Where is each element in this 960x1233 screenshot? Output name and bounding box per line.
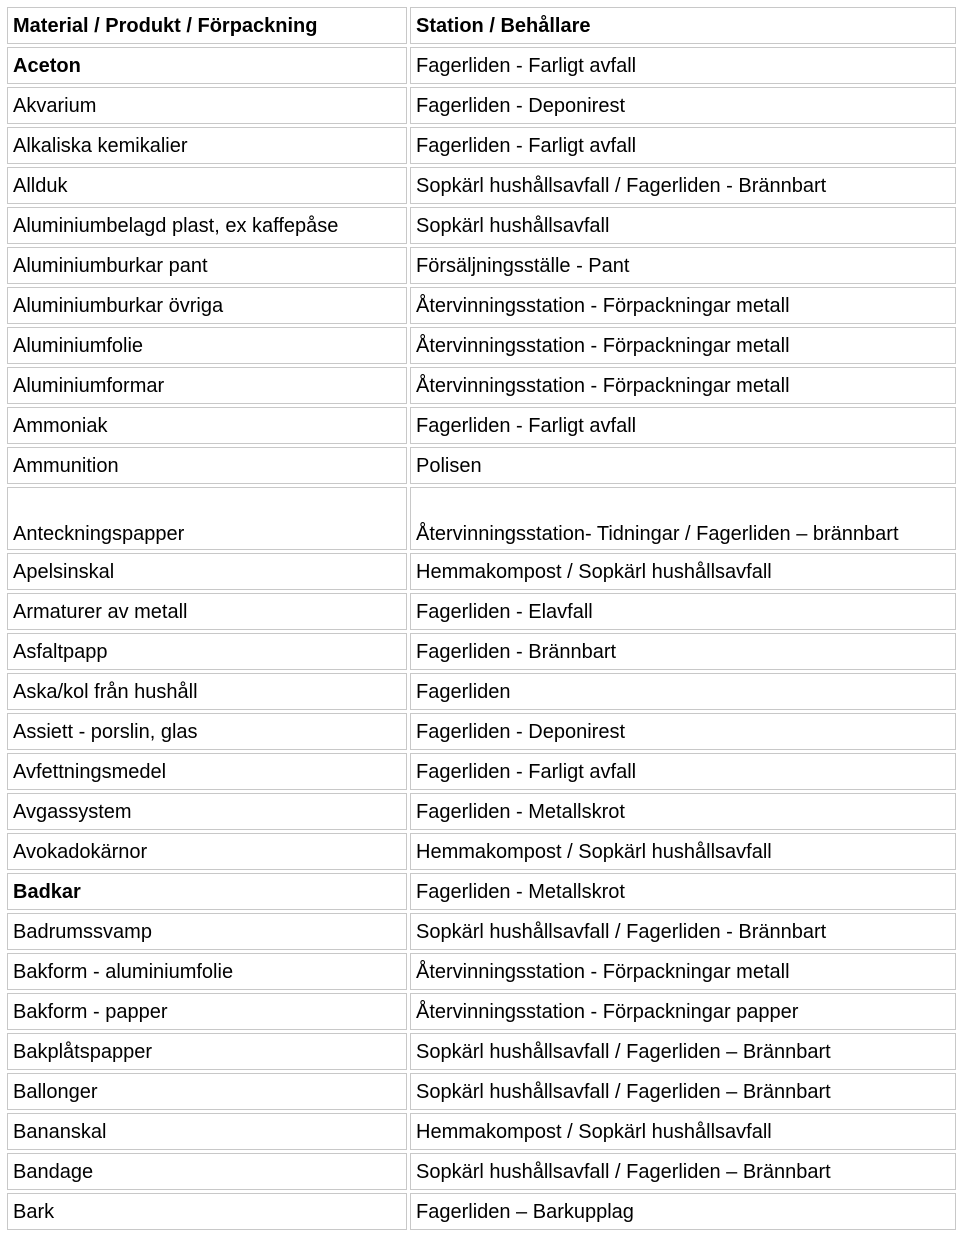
- table-row: [7, 953, 956, 990]
- table-row: [7, 633, 956, 670]
- table-row: [7, 993, 956, 1030]
- material-cell: Akvarium: [7, 87, 407, 124]
- table-row: [7, 1153, 956, 1190]
- material-cell: Armaturer av metall: [7, 593, 407, 630]
- station-cell: Återvinningsstation - Förpackningar metall: [410, 287, 956, 324]
- material-cell: Badkar: [7, 873, 407, 910]
- station-cell: Sopkärl hushållsavfall: [410, 207, 956, 244]
- station-cell: Fagerliden - Metallskrot: [410, 873, 956, 910]
- material-cell: Aluminiumbelagd plast, ex kaffepåse: [7, 207, 407, 244]
- table-row: [7, 873, 956, 910]
- material-cell: Ballonger: [7, 1073, 407, 1110]
- table-row: [7, 793, 956, 830]
- table-row: [7, 1113, 956, 1150]
- station-cell: Sopkärl hushållsavfall / Fagerliden – Brännbart: [410, 1153, 956, 1190]
- material-cell: Ammoniak: [7, 407, 407, 444]
- material-cell: Alkaliska kemikalier: [7, 127, 407, 164]
- table-row: [7, 247, 956, 284]
- table-row: [7, 1193, 956, 1230]
- table-row: [7, 167, 956, 204]
- material-cell: Bakplåtspapper: [7, 1033, 407, 1070]
- table-row: [7, 367, 956, 404]
- material-cell: Bakform - aluminiumfolie: [7, 953, 407, 990]
- station-cell: Fagerliden - Brännbart: [410, 633, 956, 670]
- table-row: [7, 673, 956, 710]
- station-cell: Fagerliden - Farligt avfall: [410, 407, 956, 444]
- material-cell: Bandage: [7, 1153, 407, 1190]
- table-body: [7, 7, 956, 1230]
- station-cell: Hemmakompost / Sopkärl hushållsavfall: [410, 1113, 956, 1150]
- station-column-header: Station / Behållare: [410, 7, 956, 44]
- table-row: [7, 327, 956, 364]
- station-cell: Återvinningsstation - Förpackningar metall: [410, 327, 956, 364]
- station-cell: Fagerliden – Barkupplag: [410, 1193, 956, 1230]
- material-cell: Aska/kol från hushåll: [7, 673, 407, 710]
- material-cell: Aluminiumburkar pant: [7, 247, 407, 284]
- material-cell: Apelsinskal: [7, 553, 407, 590]
- station-cell: Hemmakompost / Sopkärl hushållsavfall: [410, 833, 956, 870]
- table-row: [7, 487, 956, 550]
- material-cell: Badrumssvamp: [7, 913, 407, 950]
- table-row: [7, 713, 956, 750]
- material-cell: Bakform - papper: [7, 993, 407, 1030]
- material-cell: Aluminiumformar: [7, 367, 407, 404]
- table-row: [7, 833, 956, 870]
- station-cell: Återvinningsstation - Förpackningar metall: [410, 367, 956, 404]
- material-cell: Aluminiumfolie: [7, 327, 407, 364]
- station-cell: Fagerliden - Farligt avfall: [410, 47, 956, 84]
- material-cell: Avokadokärnor: [7, 833, 407, 870]
- table-row: [7, 553, 956, 590]
- station-cell: Försäljningsställe - Pant: [410, 247, 956, 284]
- table-row: [7, 207, 956, 244]
- station-cell: Återvinningsstation - Förpackningar papper: [410, 993, 956, 1030]
- table-row: [7, 753, 956, 790]
- station-cell: Fagerliden - Farligt avfall: [410, 753, 956, 790]
- station-cell: Fagerliden: [410, 673, 956, 710]
- material-column-header: Material / Produkt / Förpackning: [7, 7, 407, 44]
- station-cell: Polisen: [410, 447, 956, 484]
- material-cell: Bananskal: [7, 1113, 407, 1150]
- station-cell: Hemmakompost / Sopkärl hushållsavfall: [410, 553, 956, 590]
- station-cell: Återvinningsstation- Tidningar / Fagerliden – brännbart: [410, 487, 956, 550]
- table-row: [7, 287, 956, 324]
- table-row: [7, 47, 956, 84]
- material-cell: Assiett - porslin, glas: [7, 713, 407, 750]
- station-cell: Sopkärl hushållsavfall / Fagerliden – Brännbart: [410, 1033, 956, 1070]
- station-cell: Fagerliden - Elavfall: [410, 593, 956, 630]
- header-row: [7, 7, 956, 44]
- station-cell: Sopkärl hushållsavfall / Fagerliden – Brännbart: [410, 1073, 956, 1110]
- material-cell: Anteckningspapper: [7, 487, 407, 550]
- station-cell: Sopkärl hushållsavfall / Fagerliden - Brännbart: [410, 913, 956, 950]
- station-cell: Fagerliden - Deponirest: [410, 87, 956, 124]
- material-cell: Avgassystem: [7, 793, 407, 830]
- station-cell: Fagerliden - Metallskrot: [410, 793, 956, 830]
- material-cell: Ammunition: [7, 447, 407, 484]
- table-row: [7, 127, 956, 164]
- table-row: [7, 913, 956, 950]
- table-row: [7, 1073, 956, 1110]
- sorting-table: [4, 4, 959, 1233]
- station-cell: Sopkärl hushållsavfall / Fagerliden - Brännbart: [410, 167, 956, 204]
- table-row: [7, 407, 956, 444]
- material-cell: Bark: [7, 1193, 407, 1230]
- table-row: [7, 1033, 956, 1070]
- material-cell: Aceton: [7, 47, 407, 84]
- table-row: [7, 593, 956, 630]
- table-row: [7, 87, 956, 124]
- station-cell: Återvinningsstation - Förpackningar metall: [410, 953, 956, 990]
- station-cell: Fagerliden - Deponirest: [410, 713, 956, 750]
- material-cell: Allduk: [7, 167, 407, 204]
- table-row: [7, 447, 956, 484]
- material-cell: Asfaltpapp: [7, 633, 407, 670]
- material-cell: Aluminiumburkar övriga: [7, 287, 407, 324]
- material-cell: Avfettningsmedel: [7, 753, 407, 790]
- station-cell: Fagerliden - Farligt avfall: [410, 127, 956, 164]
